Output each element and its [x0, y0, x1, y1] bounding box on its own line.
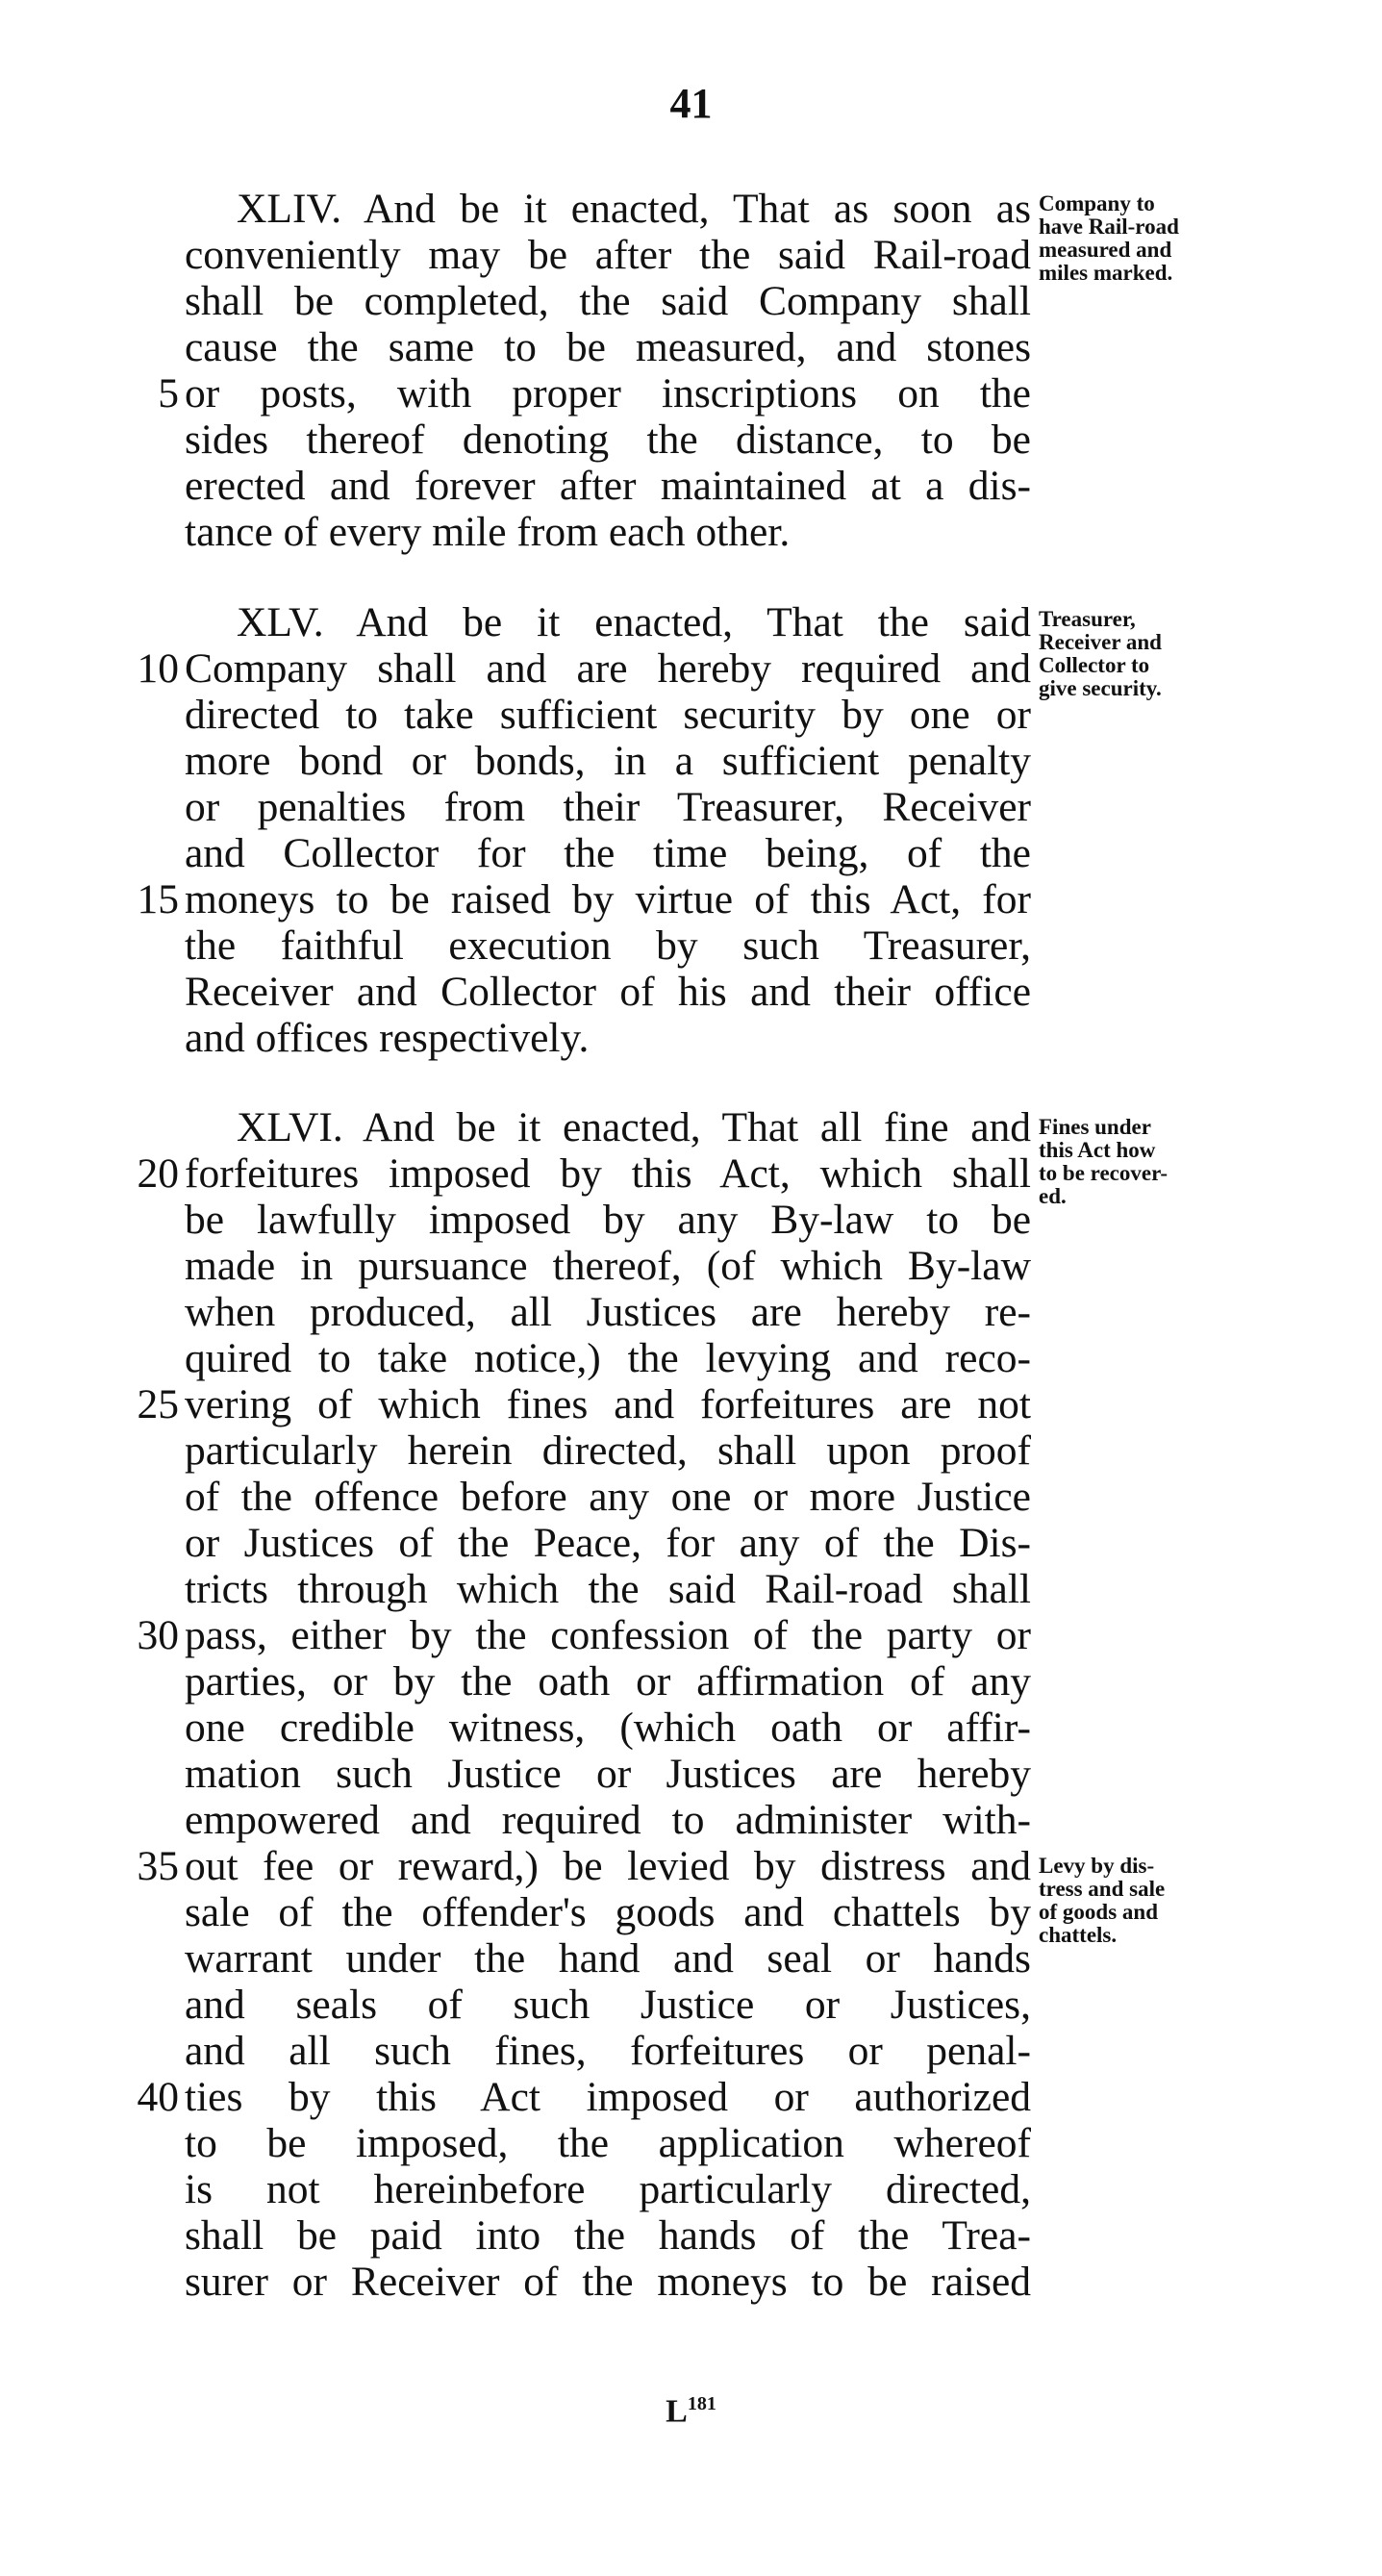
text-line: pass, either by the confession of the party or — [185, 1612, 1031, 1658]
text-line: surer or Receiver of the moneys to be raised — [185, 2259, 1031, 2305]
text-line: and seals of such Justice or Justices, — [185, 1982, 1031, 2028]
text-line: and offices respectively. — [185, 1015, 590, 1061]
text-line: Receiver and Collector of his and their office — [185, 969, 1031, 1015]
text-line: shall be completed, the said Company shall — [185, 278, 1031, 324]
text-line: cause the same to be measured, and stones — [185, 324, 1031, 370]
text-line: sides thereof denoting the distance, to be — [185, 417, 1031, 463]
text-line: tance of every mile from each other. — [185, 509, 791, 555]
text-line: be lawfully imposed by any By-law to be — [185, 1197, 1031, 1243]
text-line: more bond or bonds, in a sufficient penalty — [185, 738, 1031, 784]
signature-mark: $L^{181}$ — [666, 2393, 716, 2430]
text-line: and Collector for the time being, of the — [185, 830, 1031, 876]
line-number: 10 — [137, 645, 179, 692]
margin-note-levy-distress: Levy by dis- tress and sale of goods and chattels. — [1039, 1854, 1166, 1947]
text-line: sale of the offender's goods and chattels by — [185, 1889, 1031, 1935]
text-line: or penalties from their Treasurer, Receiver — [185, 784, 1031, 830]
text-line: warrant under the hand and seal or hands — [185, 1935, 1031, 1982]
line-number: 15 — [137, 876, 179, 922]
text-line: the faithful execution by such Treasurer, — [185, 922, 1031, 969]
line-number: 25 — [137, 1381, 179, 1427]
text-line: Company shall and are hereby required and — [185, 645, 1031, 692]
text-line: tricts through which the said Rail-road shall — [185, 1566, 1031, 1612]
text-line: moneys to be raised by virtue of this Act, for — [185, 876, 1031, 922]
line-number: 30 — [137, 1612, 179, 1658]
text-line: XLV. And be it enacted, That the said — [237, 599, 1031, 645]
page-number: 41 — [669, 80, 713, 127]
text-line: forfeitures imposed by this Act, which shall — [185, 1150, 1031, 1197]
text-line: out fee or reward,) be levied by distress and — [185, 1843, 1031, 1889]
text-line: or Justices of the Peace, for any of the Dis- — [185, 1520, 1031, 1566]
text-line: quired to take notice,) the levying and reco- — [185, 1335, 1031, 1381]
text-line: empowered and required to administer with- — [185, 1797, 1031, 1843]
line-number: 40 — [137, 2074, 179, 2120]
text-line: XLVI. And be it enacted, That all fine and — [237, 1104, 1031, 1150]
text-line: XLIV. And be it enacted, That as soon as — [237, 186, 1031, 232]
text-line: or posts, with proper inscriptions on the — [185, 370, 1031, 417]
line-number: 20 — [137, 1150, 179, 1197]
text-line: to be imposed, the application whereof — [185, 2120, 1031, 2166]
text-line: and all such fines, forfeitures or penal- — [185, 2028, 1031, 2074]
margin-note-treasurer-security: Treasurer, Receiver and Collector to give security. — [1039, 607, 1162, 700]
text-line: vering of which fines and forfeitures are not — [185, 1381, 1031, 1427]
text-line: is not hereinbefore particularly directed, — [185, 2166, 1031, 2212]
text-line: erected and forever after maintained at a dis- — [185, 463, 1031, 509]
text-line: particularly herein directed, shall upon proof — [185, 1427, 1031, 1474]
text-line: of the offence before any one or more Justice — [185, 1474, 1031, 1520]
margin-note-fines-recovered: Fines under this Act how to be recover- ed. — [1039, 1115, 1168, 1208]
line-number: 5 — [158, 370, 179, 417]
line-number: 35 — [137, 1843, 179, 1889]
text-line: ties by this Act imposed or authorized — [185, 2074, 1031, 2120]
text-line: shall be paid into the hands of the Trea- — [185, 2212, 1031, 2259]
margin-note-company-rail-road: Company to have Rail-road measured and miles marked. — [1039, 191, 1179, 285]
text-line: when produced, all Justices are hereby re- — [185, 1289, 1031, 1335]
text-line: directed to take sufficient security by one or — [185, 692, 1031, 738]
text-line: parties, or by the oath or affirmation of any — [185, 1658, 1031, 1705]
text-line: one credible witness, (which oath or affir- — [185, 1705, 1031, 1751]
text-line: made in pursuance thereof, (of which By-law — [185, 1243, 1031, 1289]
text-line: conveniently may be after the said Rail-road — [185, 232, 1031, 278]
text-line: mation such Justice or Justices are hereby — [185, 1751, 1031, 1797]
